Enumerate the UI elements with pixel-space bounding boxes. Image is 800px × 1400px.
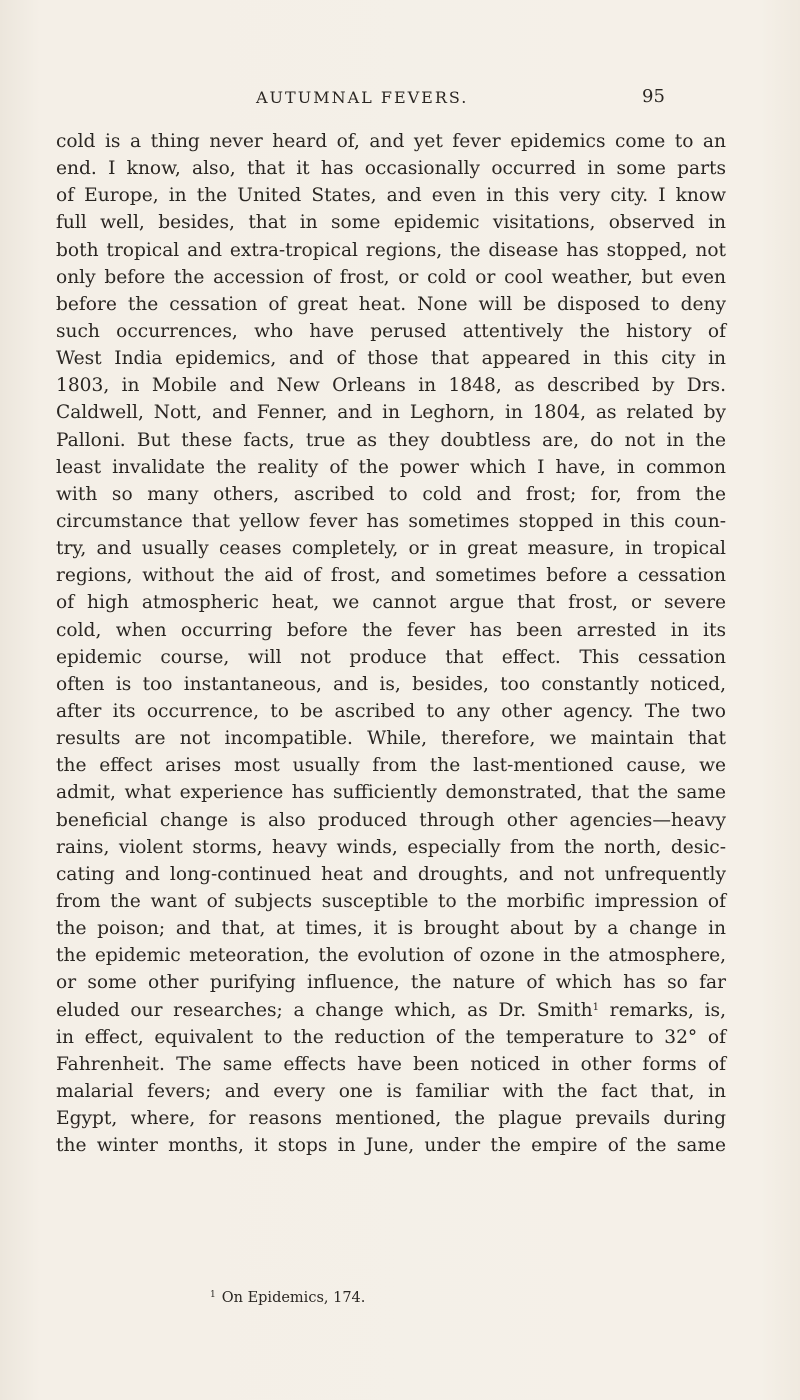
text-line-1: cold is a thing never heard of, and yet fever epidemics come to an: [56, 131, 726, 152]
text-line-2: end. I know, also, that it has occasionally occurred in some parts: [56, 158, 726, 180]
footnote-reference: 1: [592, 1001, 599, 1013]
text-line-8: such occurrences, who have perused attentively the history of: [56, 320, 726, 342]
text-line-32: or some other purifying influence, the nature of which has so far: [56, 972, 726, 994]
text-line-23: results are not incompatible. While, therefore, we maintain that: [56, 728, 726, 750]
text-line-29: from the want of subjects susceptible to the morbific impression of: [56, 890, 726, 912]
footnote-mark: 1: [210, 1290, 216, 1300]
running-head: AUTUMNAL FEVERS.: [256, 88, 469, 107]
footnote: [210, 1290, 365, 1306]
text-line-28: cating and long-continued heat and droughts, and not unfrequently: [56, 863, 726, 885]
text-line-5: both tropical and extra-tropical regions, the disease has stopped, not: [56, 239, 726, 261]
text-line-4: full well, besides, that in some epidemic visitations, observed in: [56, 212, 726, 234]
text-line-38: the winter months, it stops in June, under the empire of the same: [56, 1135, 726, 1157]
text-line-24: the effect arises most usually from the last-mentioned cause, we: [56, 755, 726, 777]
text-line-35: Fahrenheit. The same effects have been noticed in other forms of: [56, 1053, 726, 1075]
text-line-13: least invalidate the reality of the power which I have, in common: [56, 456, 726, 478]
text-line-21: often is too instantaneous, and is, besides, too constantly noticed,: [56, 673, 726, 695]
text-line-3: of Europe, in the United States, and even in this very city. I know: [56, 185, 726, 207]
text-line-36: malarial fevers; and every one is familiar with the fact that, in: [56, 1080, 726, 1102]
text-line-14: with so many others, ascribed to cold and frost; for, from the: [56, 483, 726, 505]
footnote-text: On Epidemics, 174.: [221, 1290, 366, 1306]
text-line-26: beneficial change is also produced through other agencies—heavy: [56, 809, 726, 831]
text-line-22: after its occurrence, to be ascribed to any other agency. The two: [56, 700, 726, 722]
text-line-27: rains, violent storms, heavy winds, especially from the north, desic-: [56, 836, 726, 858]
text-line-33: [56, 997, 726, 1024]
text-line-25: admit, what experience has sufficiently demonstrated, that the same: [56, 782, 726, 804]
text-line-19: cold, when occurring before the fever has been arrested in its: [56, 619, 726, 641]
text-line-33-tail: remarks, is,: [598, 999, 726, 1021]
text-line-9: West India epidemics, and of those that appeared in this city in: [56, 348, 726, 370]
text-line-12: Palloni. But these facts, true as they doubtless are, do not in the: [56, 429, 726, 451]
body-text: [56, 128, 726, 1159]
text-line-18: of high atmospheric heat, we cannot argue that frost, or severe: [56, 592, 726, 614]
text-line-31: the epidemic meteoration, the evolution of ozone in the atmosphere,: [56, 945, 726, 967]
text-line-7: before the cessation of great heat. None will be disposed to deny: [56, 293, 726, 315]
text-line-30: the poison; and that, at times, it is brought about by a change in: [56, 918, 726, 940]
page-number: 95: [642, 86, 665, 107]
text-line-6: only before the accession of frost, or cold or cool weather, but even: [56, 266, 726, 288]
text-line-37: Egypt, where, for reasons mentioned, the plague prevails during: [56, 1108, 726, 1130]
text-line-10: 1803, in Mobile and New Orleans in 1848, as described by Drs.: [56, 375, 726, 397]
text-line-33-head: eluded our researches; a change which, as Dr. Smith: [56, 999, 593, 1021]
text-line-20: epidemic course, will not produce that effect. This cessation: [56, 646, 726, 668]
text-line-11: Caldwell, Nott, and Fenner, and in Leghorn, in 1804, as related by: [56, 402, 726, 424]
text-line-15: circumstance that yellow fever has sometimes stopped in this coun-: [56, 510, 726, 532]
text-line-16: try, and usually ceases completely, or in great measure, in tropical: [56, 538, 726, 560]
text-line-34: in effect, equivalent to the reduction of the temperature to 32° of: [56, 1026, 726, 1048]
text-line-17: regions, without the aid of frost, and sometimes before a cessation: [56, 565, 726, 587]
